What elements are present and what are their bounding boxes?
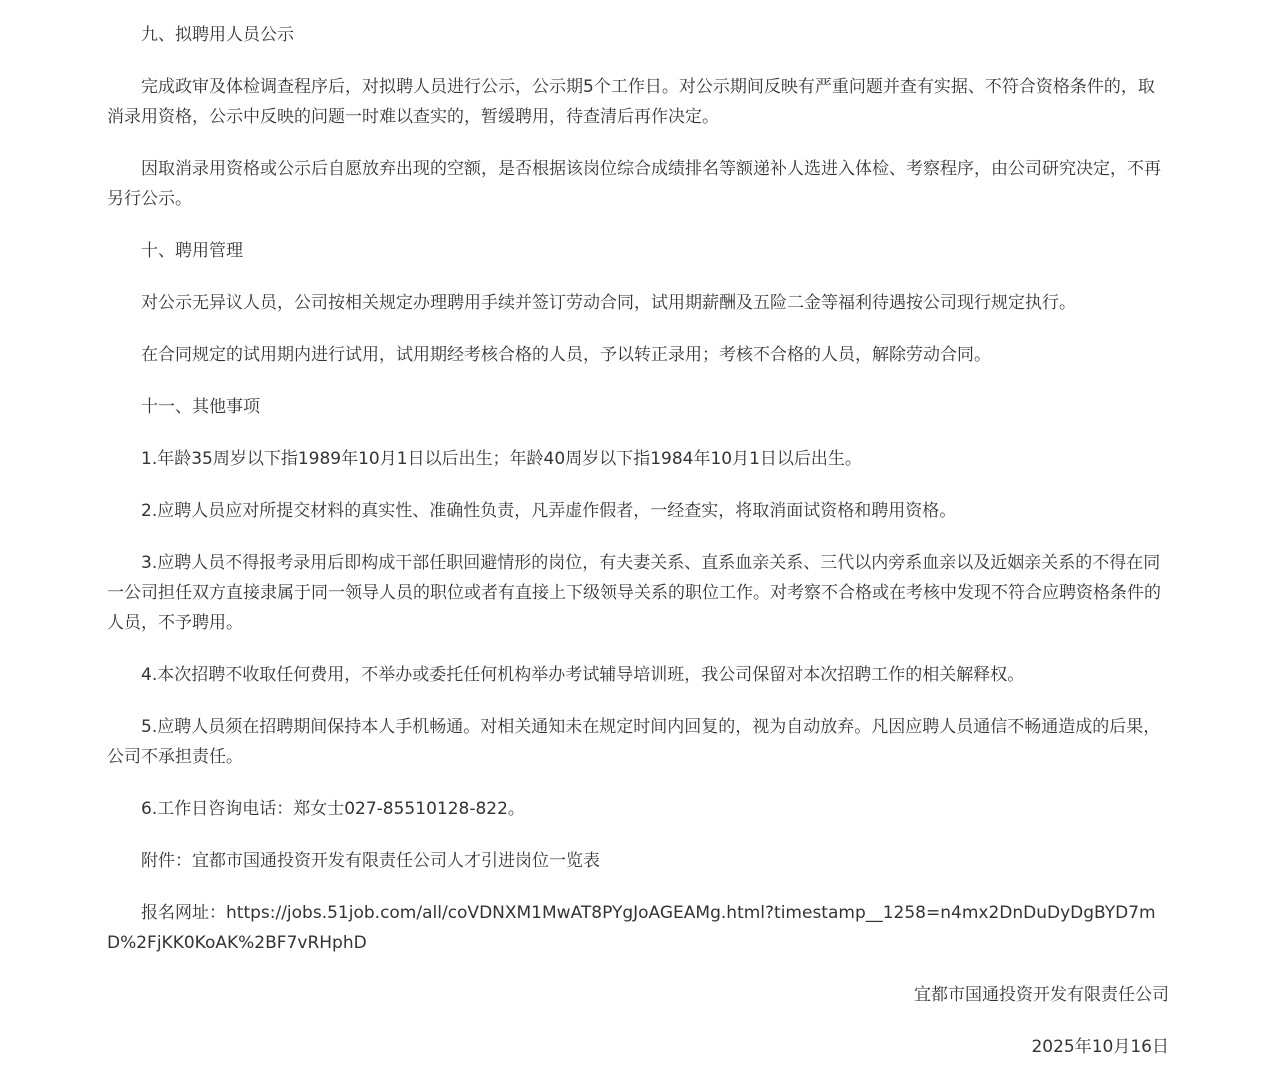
paragraph-contract: 对公示无异议人员，公司按相关规定办理聘用手续并签订劳动合同，试用期薪酬及五险二金等福利待遇按公司现行规定执行。 (141, 293, 1076, 313)
signature-company: 宜都市国通投资开发有限责任公司 (914, 985, 1169, 1005)
section-heading-other: 十一、其他事项 (141, 397, 260, 417)
paragraph-probation: 在合同规定的试用期内进行试用，试用期经考核合格的人员，予以转正录用；考核不合格的人员，解除劳动合同。 (141, 345, 991, 365)
paragraph-attachment: 附件：宜都市国通投资开发有限责任公司人才引进岗位一览表 (141, 851, 600, 871)
registration-label: 报名网址： (141, 903, 226, 923)
article-body (107, 0, 1169, 1062)
paragraph-item-4-fees: 4.本次招聘不收取任何费用，不举办或委托任何机构举办考试辅导培训班，我公司保留对本次招聘工作的相关解释权。 (141, 665, 1025, 685)
paragraph-item-5-phone: 5.应聘人员须在招聘期间保持本人手机畅通。对相关通知未在规定时间内回复的，视为自动放弃。凡因应聘人员通信不畅通造成的后果，公司不承担责任。 (107, 717, 1161, 767)
paragraph-publicity-process: 完成政审及体检调查程序后，对拟聘人员进行公示，公示期5个工作日。对公示期间反映有严重问题并查有实据、不符合资格条件的，取消录用资格，公示中反映的问题一时难以查实的，暂缓聘用，待查清后再作决定。 (107, 77, 1155, 127)
section-heading-publicity: 九、拟聘用人员公示 (141, 25, 294, 45)
paragraph-item-3-avoidance: 3.应聘人员不得报考录用后即构成干部任职回避情形的岗位，有夫妻关系、直系血亲关系、三代以内旁系血亲以及近姻亲关系的不得在同一公司担任双方直接隶属于同一领导人员的职位或者有直接上下级领导关系的职位工作。对考察不合格或在考核中发现不符合应聘资格条件的人员，不予聘用。 (107, 553, 1161, 633)
paragraph-registration (107, 898, 1169, 958)
registration-link[interactable]: https://jobs.51job.com/all/coVDNXM1MwAT8PYgJoAGEAMg.html?timestamp__1258=n4mx2DnDuDyDgBYD7mD%2FjKK0KoAK%2BF7vRHphD (107, 903, 1156, 953)
paragraph-item-6-contact: 6.工作日咨询电话：郑女士027-85510128-822。 (141, 799, 525, 819)
paragraph-item-1-age: 1.年龄35周岁以下指1989年10月1日以后出生；年龄40周岁以下指1984年10月1日以后出生。 (141, 449, 862, 469)
section-heading-management: 十、聘用管理 (141, 241, 243, 261)
paragraph-item-2-materials: 2.应聘人员应对所提交材料的真实性、准确性负责，凡弄虚作假者，一经查实，将取消面试资格和聘用资格。 (141, 501, 957, 521)
paragraph-vacancy-replacement: 因取消录用资格或公示后自愿放弃出现的空额，是否根据该岗位综合成绩排名等额递补人选进入体检、考察程序，由公司研究决定，不再另行公示。 (107, 159, 1161, 209)
signature-date: 2025年10月16日 (1031, 1037, 1169, 1057)
